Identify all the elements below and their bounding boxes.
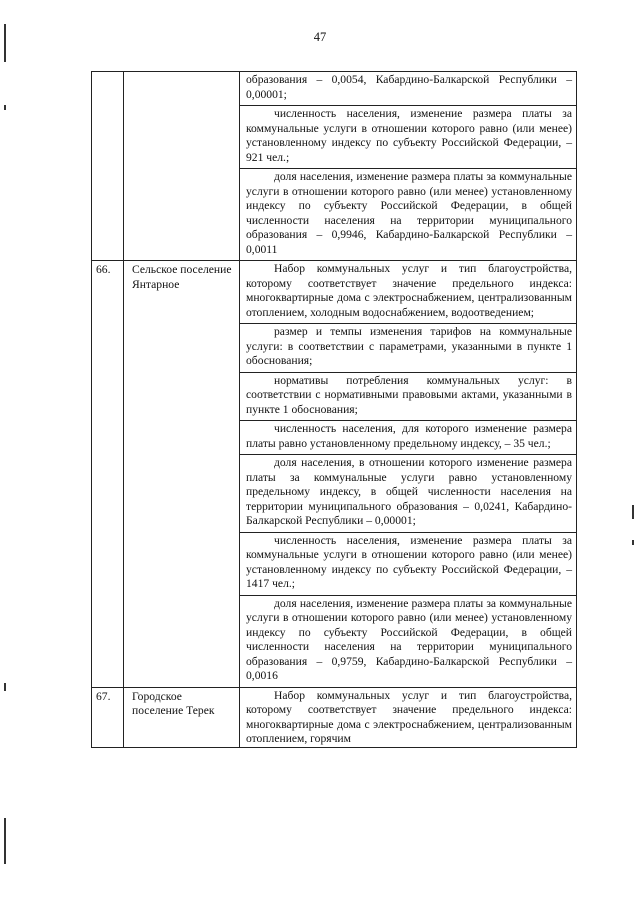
paragraph: размер и темпы изменения тарифов на коммунальные услуги: в соответствии с параметрами, указанными в пункте 1 обоснования; (240, 324, 576, 373)
paragraph: численность населения, изменение размера платы за коммунальные услуги в отношении которого равно (или менее) установленному индексу по субъекту Российской Федерации, – 921 чел.; (240, 106, 576, 169)
scan-mark (4, 683, 6, 691)
municipality-name: Городское поселение Терек (124, 687, 240, 747)
row-number: 67. (92, 687, 124, 747)
description-cell (240, 72, 577, 261)
paragraph: численность населения, изменение размера платы за коммунальные услуги в отношении которого равно (или менее) установленному индексу по субъекту Российской Федерации, – 1417 чел.; (240, 533, 576, 596)
paragraph: доля населения, изменение размера платы за коммунальные услуги в отношении которого равно (или менее) установленному индексу по субъекту Российской Федерации, в общей численности населения на территории муниципального образования – 0,9946, Кабардино-Балкарской Республики – 0,0011 (246, 170, 572, 256)
paragraph: образования – 0,0054, Кабардино-Балкарской Республики – 0,00001; (240, 72, 576, 106)
paragraph: Набор коммунальных услуг и тип благоустройства, которому соответствует значение предельного индекса: многоквартирные дома с электроснабжением, централизованным отоплением, холодным водоснабжением, водоотведением; (240, 261, 576, 324)
paragraph: нормативы потребления коммунальных услуг: в соответствии с нормативными правовыми актами, указанными в пункте 1 обоснования; (240, 373, 576, 422)
table-row (92, 687, 577, 747)
scan-mark (632, 505, 634, 519)
scan-mark (632, 540, 634, 545)
municipality-name: Сельское поселение Янтарное (124, 261, 240, 688)
row-number (92, 72, 124, 261)
description-cell (240, 261, 577, 688)
description-cell (240, 687, 577, 747)
paragraph: доля населения, в отношении которого изменение размера платы за коммунальные услуги равно установленному предельному индексу, в общей численности населения на территории муниципального образования – 0,0241, Кабардино-Балкарской Республики – 0,00001; (240, 455, 576, 533)
paragraph: доля населения, изменение размера платы за коммунальные услуги в отношении которого равно (или менее) установленному индексу по субъекту Российской Федерации, в общей численности населения на территории муниципального образования – 0,9759, Кабардино-Балкарской Республики – 0,0016 (246, 596, 572, 682)
paragraph: численность населения, для которого изменение размера платы равно установленному предельному индексу, – 35 чел.; (240, 421, 576, 455)
paragraph: Набор коммунальных услуг и тип благоустройства, которому соответствует значение предельного индекса: многоквартирные дома с электроснабжением, централизованным отоплением, горячим (246, 688, 572, 745)
scan-mark (4, 105, 6, 110)
scan-mark (4, 818, 6, 864)
table-row (92, 261, 577, 688)
row-number: 66. (92, 261, 124, 688)
table-row (92, 72, 577, 261)
scan-mark (4, 24, 6, 62)
municipality-name (124, 72, 240, 261)
page-number: 47 (313, 30, 327, 44)
municipality-table (91, 71, 577, 748)
